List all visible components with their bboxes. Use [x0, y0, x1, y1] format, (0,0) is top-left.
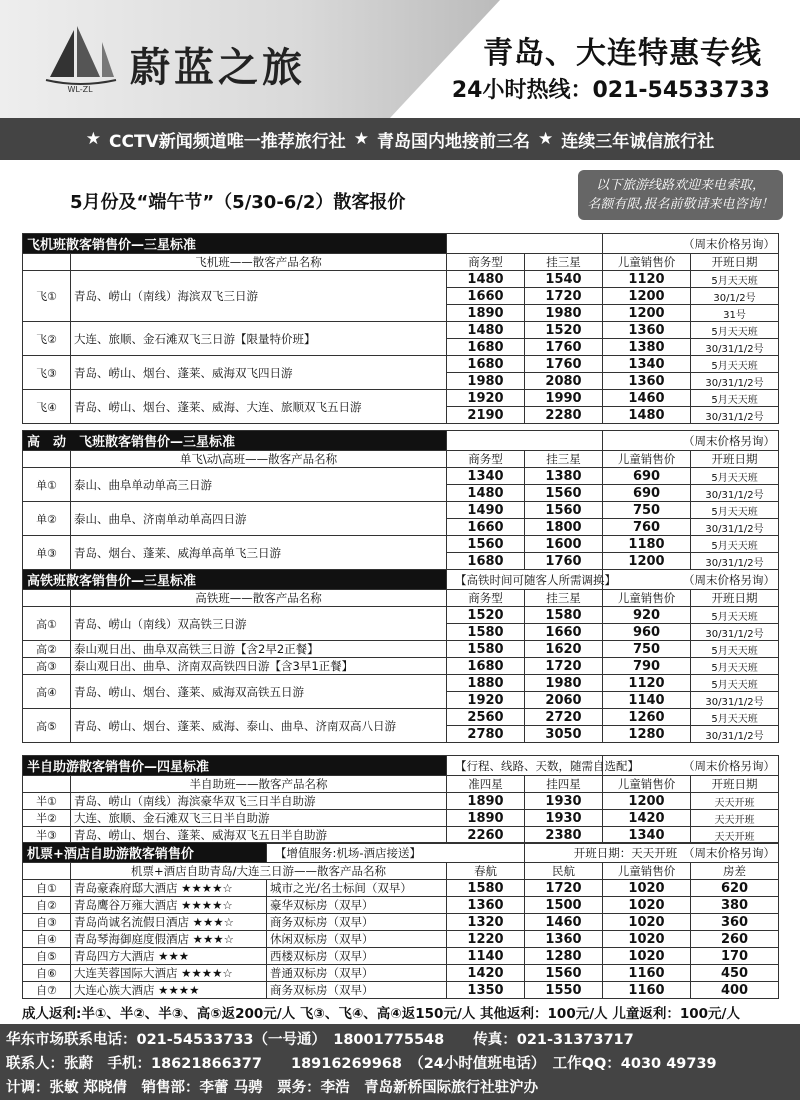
hotel-name: 大连心族大酒店 ★★★★: [71, 982, 267, 999]
price-b: 1540: [525, 271, 603, 288]
price-a: 1490: [447, 502, 525, 519]
price-b-header: 挂四星: [525, 776, 603, 793]
section-title: 飞机班散客销售价—三星标准: [23, 234, 447, 254]
child-price: 1180: [603, 536, 691, 553]
route-name: 青岛、崂山、烟台、蓬莱、威海、大连、旅顺双飞五日游: [71, 390, 447, 424]
table-row: [23, 793, 779, 810]
flight-price-table: [22, 233, 779, 424]
departure-date: 30/31/1/2号: [691, 726, 779, 743]
child-price: 790: [603, 658, 691, 675]
rail-price-table: [22, 569, 779, 743]
route-code: 飞④: [23, 390, 71, 424]
departure-date: 5月天天班: [691, 390, 779, 407]
table-row: [23, 641, 779, 658]
departure-date: 5月天天班: [691, 658, 779, 675]
departure-date: 天天开班: [691, 810, 779, 827]
table-row: [23, 709, 779, 726]
price-a: 1680: [447, 553, 525, 570]
route-code: 自②: [23, 897, 71, 914]
room-type: 休闲双标房（双早）: [267, 931, 447, 948]
section-note: 【增值服务:机场-酒店接送】: [267, 843, 525, 863]
product-name-header: 高铁班——散客产品名称: [71, 590, 447, 607]
departure-date: 5月天天班: [691, 271, 779, 288]
price-b: 1520: [525, 322, 603, 339]
price-a: 2560: [447, 709, 525, 726]
brand-name: 蔚蓝之旅: [130, 44, 306, 91]
section-note: 【高铁时间可随客人所需调换】: [447, 570, 603, 590]
section-title: 机票+酒店自助游散客销售价: [23, 843, 267, 863]
departure-date: 30/31/1/2号: [691, 519, 779, 536]
table-row: [23, 931, 779, 948]
route-code: 高③: [23, 658, 71, 675]
price-b: 1580: [525, 607, 603, 624]
child-price: 1020: [603, 897, 691, 914]
honor-2: 青岛国内地接前三名: [376, 131, 530, 152]
price-b: 1600: [525, 536, 603, 553]
price-b: 1760: [525, 553, 603, 570]
honor-1: CCTV新闻频道唯一推荐旅行社: [109, 131, 346, 152]
route-name: 青岛、崂山、烟台、蓬莱、威海双飞五日半自助游: [71, 827, 447, 844]
price-a-header: 商务型: [447, 254, 525, 271]
child-price: 1420: [603, 810, 691, 827]
route-code: 半③: [23, 827, 71, 844]
price-b: 1800: [525, 519, 603, 536]
price-b: 1620: [525, 641, 603, 658]
hotel-name: 大连芙蓉国际大酒店 ★★★★☆: [71, 965, 267, 982]
header-blank: [23, 863, 71, 880]
child-price: 1020: [603, 931, 691, 948]
table-row: [23, 827, 779, 844]
route-code: 自③: [23, 914, 71, 931]
price-a: 1520: [447, 607, 525, 624]
child-price: 1020: [603, 914, 691, 931]
child-price-header: 儿童销售价: [603, 776, 691, 793]
child-price: 1480: [603, 407, 691, 424]
route-code: 自④: [23, 931, 71, 948]
price-b: 1280: [525, 948, 603, 965]
price-a: 1480: [447, 322, 525, 339]
price-b: 2380: [525, 827, 603, 844]
price-b: 1380: [525, 468, 603, 485]
room-diff: 450: [691, 965, 779, 982]
hotel-name: 青岛四方大酒店 ★★★: [71, 948, 267, 965]
price-subtitle: 5月份及“端午节”（5/30-6/2）散客报价: [70, 192, 406, 213]
price-a: 1480: [447, 271, 525, 288]
logo-text: WL-ZL: [67, 85, 93, 94]
weekend-price-note: （周末价格另询）: [603, 570, 779, 590]
price-a: 1340: [447, 468, 525, 485]
price-a-header: 商务型: [447, 590, 525, 607]
room-type: 商务双标房（双早）: [267, 982, 447, 999]
price-b: 1660: [525, 624, 603, 641]
price-b: 1560: [525, 502, 603, 519]
price-a: 1890: [447, 305, 525, 322]
room-type: 豪华双标房（双早）: [267, 897, 447, 914]
price-b: 1720: [525, 880, 603, 897]
route-code: 自⑤: [23, 948, 71, 965]
room-type: 商务双标房（双早）: [267, 914, 447, 931]
departure-date: 30/31/1/2号: [691, 485, 779, 502]
departure-header: 开班日期: [691, 590, 779, 607]
price-a: 1680: [447, 356, 525, 373]
table-row: [23, 675, 779, 692]
room-diff: 260: [691, 931, 779, 948]
price-b: 1360: [525, 931, 603, 948]
child-price: 1120: [603, 675, 691, 692]
route-code: 飞②: [23, 322, 71, 356]
child-price: 1020: [603, 948, 691, 965]
departure-date: 31号: [691, 305, 779, 322]
child-price-header: 儿童销售价: [603, 590, 691, 607]
route-name: 泰山观日出、曲阜双高铁三日游【含2早2正餐】: [71, 641, 447, 658]
child-price: 1200: [603, 553, 691, 570]
sailboat-logo-icon: [40, 22, 120, 94]
price-b-header: 挂三星: [525, 451, 603, 468]
section-note: [447, 234, 603, 254]
route-name: 青岛、崂山（南线）海滨双飞三日游: [71, 271, 447, 322]
child-price: 1340: [603, 827, 691, 844]
price-a: 1140: [447, 948, 525, 965]
route-name: 青岛、崂山（南线）双高铁三日游: [71, 607, 447, 641]
section-note: [447, 431, 603, 451]
child-price: 1160: [603, 982, 691, 999]
price-a: 2190: [447, 407, 525, 424]
price-a: 1360: [447, 897, 525, 914]
price-a: 1560: [447, 536, 525, 553]
table-row: [23, 914, 779, 931]
route-name: 泰山、曲阜单动单高三日游: [71, 468, 447, 502]
price-a: 1580: [447, 880, 525, 897]
child-price-header: 儿童销售价: [603, 863, 691, 880]
route-name: 青岛、崂山（南线）海滨豪华双飞三日半自助游: [71, 793, 447, 810]
child-price: 750: [603, 502, 691, 519]
product-name-header: 半自助班——散客产品名称: [71, 776, 447, 793]
room-diff-header: 房差: [691, 863, 779, 880]
table-row: [23, 502, 779, 519]
route-name: 大连、旅顺、金石滩双飞三日半自助游: [71, 810, 447, 827]
route-code: 自⑦: [23, 982, 71, 999]
section-title: 高 动 飞班散客销售价—三星标准: [23, 431, 447, 451]
honors-banner: [0, 118, 800, 160]
table-row: [23, 897, 779, 914]
child-price: 1200: [603, 288, 691, 305]
route-name: 青岛、崂山、烟台、蓬莱、威海双高铁五日游: [71, 675, 447, 709]
notice-line-1: 以下旅游线路欢迎来电索取，: [595, 178, 765, 193]
section-title: 半自助游散客销售价—四星标准: [23, 756, 447, 776]
route-code: 飞①: [23, 271, 71, 322]
child-price: 1340: [603, 356, 691, 373]
star-icon: ★: [537, 129, 554, 149]
price-b: 1460: [525, 914, 603, 931]
price-b: 1560: [525, 485, 603, 502]
route-code: 自①: [23, 880, 71, 897]
child-price: 1160: [603, 965, 691, 982]
room-diff: 380: [691, 897, 779, 914]
table-row: [23, 271, 779, 288]
price-b: 3050: [525, 726, 603, 743]
honor-3: 连续三年诚信旅行社: [561, 131, 715, 152]
price-a: 1680: [447, 339, 525, 356]
child-price: 960: [603, 624, 691, 641]
departure-date: 5月天天班: [691, 641, 779, 658]
header-blank: [23, 451, 71, 468]
room-type: 普通双标房（双早）: [267, 965, 447, 982]
child-price: 760: [603, 519, 691, 536]
hotel-name: 青岛鹰谷万雍大酒店 ★★★★☆: [71, 897, 267, 914]
departure-header: 开班日期: [691, 451, 779, 468]
price-b: 2280: [525, 407, 603, 424]
price-b: 1720: [525, 658, 603, 675]
price-a: 1890: [447, 793, 525, 810]
price-b: 1560: [525, 965, 603, 982]
footer-line-3: 计调：张敏 郑晓倩 销售部：李蕾 马骋 票务：李浩 青岛新桥国际旅行社驻沪办: [6, 1080, 539, 1096]
price-a-header: 春航: [447, 863, 525, 880]
route-name: 青岛、崂山、烟台、蓬莱、威海、泰山、曲阜、济南双高八日游: [71, 709, 447, 743]
contact-footer: [0, 1024, 800, 1100]
price-a: 1920: [447, 692, 525, 709]
hotline: 24小时热线：021-54533733: [451, 78, 770, 103]
table-row: [23, 468, 779, 485]
price-b: 1990: [525, 390, 603, 407]
highspeed-flight-price-table: [22, 430, 779, 570]
price-b: 1760: [525, 356, 603, 373]
route-name: 青岛、烟台、蓬莱、威海单高单飞三日游: [71, 536, 447, 570]
room-diff: 400: [691, 982, 779, 999]
departure-date: 5月天天班: [691, 607, 779, 624]
product-name-header: 飞机班——散客产品名称: [71, 254, 447, 271]
room-type: 城市之光/名士标间（双早）: [267, 880, 447, 897]
price-b: 1720: [525, 288, 603, 305]
price-a-header: 商务型: [447, 451, 525, 468]
table-row: [23, 880, 779, 897]
price-b: 1980: [525, 305, 603, 322]
route-name: 青岛、崂山、烟台、蓬莱、威海双飞四日游: [71, 356, 447, 390]
footer-line-2: 联系人：张蔚 手机：18621866377 18916269968 （24小时值班电话） 工作QQ：4030 49739: [6, 1056, 717, 1072]
child-price: 1120: [603, 271, 691, 288]
price-b-header: 挂三星: [525, 590, 603, 607]
child-price-header: 儿童销售价: [603, 451, 691, 468]
hotel-name: 青岛豪森府邸大酒店 ★★★★☆: [71, 880, 267, 897]
departure-date: 5月天天班: [691, 675, 779, 692]
price-a: 1890: [447, 810, 525, 827]
header: [0, 0, 800, 118]
header-blank: [23, 776, 71, 793]
price-a: 1920: [447, 390, 525, 407]
price-a: 1980: [447, 373, 525, 390]
route-code: 自⑥: [23, 965, 71, 982]
price-a: 2780: [447, 726, 525, 743]
price-a: 2260: [447, 827, 525, 844]
hotel-name: 青岛琴海御庭度假酒店 ★★★☆: [71, 931, 267, 948]
section-title: 高铁班散客销售价—三星标准: [23, 570, 447, 590]
price-b-header: 民航: [525, 863, 603, 880]
route-name: 泰山、曲阜、济南单动单高四日游: [71, 502, 447, 536]
route-code: 单②: [23, 502, 71, 536]
departure-date: 5月天天班: [691, 356, 779, 373]
table-row: [23, 810, 779, 827]
departure-header: 开班日期: [691, 254, 779, 271]
departure-date: 5月天天班: [691, 536, 779, 553]
price-a: 1660: [447, 288, 525, 305]
weekend-price-note: （周末价格另询）: [603, 234, 779, 254]
child-price: 1200: [603, 793, 691, 810]
child-price: 1020: [603, 880, 691, 897]
table-row: [23, 965, 779, 982]
route-code: 飞③: [23, 356, 71, 390]
departure-date: 30/1/2号: [691, 288, 779, 305]
header-blank: [23, 590, 71, 607]
child-price: 1140: [603, 692, 691, 709]
child-price: 750: [603, 641, 691, 658]
section-note: 【行程、线路、天数，随需自选配】: [447, 756, 603, 776]
star-icon: ★: [85, 129, 102, 149]
departure-date: 30/31/1/2号: [691, 624, 779, 641]
child-price: 1380: [603, 339, 691, 356]
departure-date: 天天开班: [691, 827, 779, 844]
child-price: 690: [603, 468, 691, 485]
child-price: 920: [603, 607, 691, 624]
weekend-price-note: 开班日期：天天开班 （周末价格另询）: [525, 843, 779, 863]
price-a: 1480: [447, 485, 525, 502]
weekend-price-note: （周末价格另询）: [603, 431, 779, 451]
departure-date: 30/31/1/2号: [691, 553, 779, 570]
price-b: 1760: [525, 339, 603, 356]
price-a: 1660: [447, 519, 525, 536]
table-row: [23, 356, 779, 373]
route-code: 单①: [23, 468, 71, 502]
price-a: 1220: [447, 931, 525, 948]
departure-date: 5月天天班: [691, 709, 779, 726]
room-diff: 360: [691, 914, 779, 931]
product-name-header: 单飞\动\高班——散客产品名称: [71, 451, 447, 468]
price-b: 1550: [525, 982, 603, 999]
table-row: [23, 982, 779, 999]
route-name: 大连、旅顺、金石滩双飞三日游【限量特价班】: [71, 322, 447, 356]
child-price: 1360: [603, 322, 691, 339]
price-a: 1580: [447, 624, 525, 641]
room-diff: 620: [691, 880, 779, 897]
table-row: [23, 390, 779, 407]
table-row: [23, 658, 779, 675]
table-row: [23, 607, 779, 624]
notice-line-2: 名额有限,报名前敬请来电咨询！: [587, 197, 774, 212]
table-row: [23, 322, 779, 339]
footer-line-1: 华东市场联系电话：021-54533733（一号通） 18001775548 传真：021-31373717: [6, 1032, 634, 1048]
room-type: 西楼双标房（双早）: [267, 948, 447, 965]
departure-date: 30/31/1/2号: [691, 407, 779, 424]
departure-date: 30/31/1/2号: [691, 373, 779, 390]
route-code: 单③: [23, 536, 71, 570]
weekend-price-note: （周末价格另询）: [603, 756, 779, 776]
departure-date: 30/31/1/2号: [691, 692, 779, 709]
product-name-header: 机票+酒店自助青岛/大连三日游——散客产品名称: [71, 863, 447, 880]
price-b: 1930: [525, 810, 603, 827]
semi-selfguided-price-table: [22, 755, 779, 844]
child-price-header: 儿童销售价: [603, 254, 691, 271]
price-a: 1680: [447, 658, 525, 675]
notice-box: [578, 170, 783, 220]
child-price: 1200: [603, 305, 691, 322]
departure-date: 5月天天班: [691, 502, 779, 519]
price-a: 1580: [447, 641, 525, 658]
price-a-header: 准四星: [447, 776, 525, 793]
route-name: 泰山观日出、曲阜、济南双高铁四日游【含3早1正餐】: [71, 658, 447, 675]
room-diff: 170: [691, 948, 779, 965]
flight-hotel-price-table: [22, 842, 779, 999]
departure-date: 5月天天班: [691, 468, 779, 485]
star-icon: ★: [353, 129, 369, 149]
child-price: 1280: [603, 726, 691, 743]
price-b: 2080: [525, 373, 603, 390]
price-a: 1420: [447, 965, 525, 982]
route-code: 半①: [23, 793, 71, 810]
rebate-text: 成人返利:半①、半②、半③、高⑤返200元/人 飞③、飞④、高④返150元/人 其他返利：100元/人 儿童返利：100元/人: [22, 1006, 740, 1022]
price-b: 1500: [525, 897, 603, 914]
route-code: 高②: [23, 641, 71, 658]
price-a: 1320: [447, 914, 525, 931]
route-code: 半②: [23, 810, 71, 827]
page-title: 青岛、大连特惠专线: [483, 36, 762, 71]
child-price: 1360: [603, 373, 691, 390]
route-code: 高①: [23, 607, 71, 641]
hotel-name: 青岛尚诚名流假日酒店 ★★★☆: [71, 914, 267, 931]
child-price: 690: [603, 485, 691, 502]
price-b: 2060: [525, 692, 603, 709]
table-row: [23, 948, 779, 965]
departure-date: 5月天天班: [691, 322, 779, 339]
price-a: 1880: [447, 675, 525, 692]
departure-date: 30/31/1/2号: [691, 339, 779, 356]
departure-header: 开班日期: [691, 776, 779, 793]
departure-date: 天天开班: [691, 793, 779, 810]
price-b: 2720: [525, 709, 603, 726]
route-code: 高④: [23, 675, 71, 709]
route-code: 高⑤: [23, 709, 71, 743]
table-row: [23, 536, 779, 553]
price-b: 1980: [525, 675, 603, 692]
price-b-header: 挂三星: [525, 254, 603, 271]
price-a: 1350: [447, 982, 525, 999]
child-price: 1460: [603, 390, 691, 407]
child-price: 1260: [603, 709, 691, 726]
price-b: 1930: [525, 793, 603, 810]
header-blank: [23, 254, 71, 271]
